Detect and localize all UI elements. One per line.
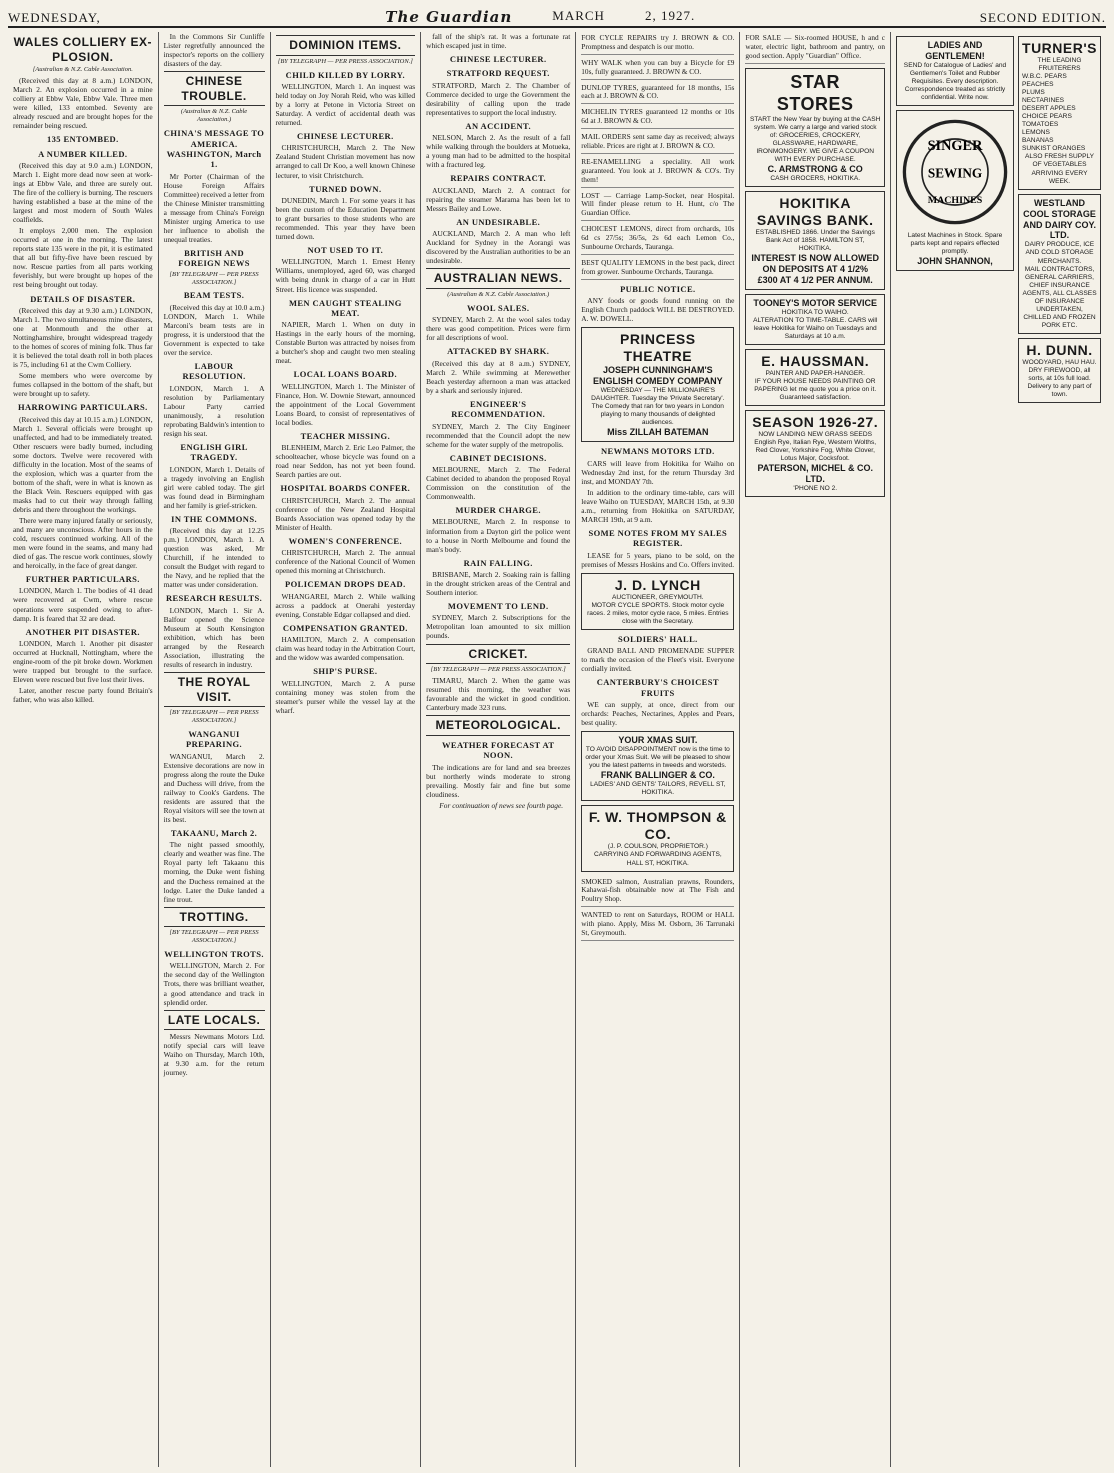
article-text: Later, another rescue party found Britain's father, who was also killed.	[13, 686, 153, 705]
turners-ad	[1018, 36, 1101, 190]
article-text: WELLINGTON, March 1. The Minister of Finance, Hon. W. Downie Stewart, announced the appointment of the Local Government Loans Board, to consist of representatives of local bodies.	[275, 381, 416, 427]
article-text: CHRISTCHURCH, March 2. The New Zealand Student Christian movement has now arranged to call Dr Koo, a well known Chinese lecturer, to visit Christchurch.	[275, 143, 416, 180]
haussman-ad	[745, 349, 885, 406]
article-text: (Received this day at 9.0 a.m.) LONDON, March 1. Eight more dead now seen at work-ings at Ebbw Vale, and three are surely out. The fire of the colliery is burning. The rescuers having established a base at the mine of the largest and most modern of South Wales coalfields.	[13, 161, 153, 225]
motor-text: In addition to the ordinary time-table, cars will leave Waiho on TUESDAY, MARCH 15th, at 9.30 a.m., returning from Hokitika on SATURDAY, MARCH 19th, at 9 a.m.	[581, 487, 735, 524]
article-text: BRISBANE, March 2. Soaking rain is falling in the drought stricken areas of the Central and Southern interior.	[426, 569, 571, 598]
subheading: TEACHER MISSING.	[300, 430, 391, 441]
article-text: Some members who were overcome by fumes collapsed in the bottom of the shaft, but were brought up to safety.	[13, 371, 153, 399]
subheading: AN UNDESIRABLE.	[456, 216, 541, 227]
carrier-name: F. W. THOMPSON & CO.	[588, 809, 727, 843]
theatre-body: WEDNESDAY — THE MILLIONAIRE'S DAUGHTER. Tuesday the 'Private Secretary'. The Comedy that ran for two years in London playing to many thousands of delighted audiences.	[591, 387, 725, 427]
dunn-ad	[1018, 338, 1101, 403]
subheading: TURNED DOWN.	[309, 183, 382, 194]
subheading: LABOUR RESOLUTION.	[182, 361, 246, 382]
suit-body: TO AVOID DISAPPOINTMENT now is the time to order your Xmas Suit. We will be pleased to show you the latest patterns in tweeds and worsteds.	[585, 746, 731, 770]
star-stores-title: STAR STORES	[776, 71, 854, 114]
classified-ad: LOST — Carriage Lamp-Socket, near Hospital. Will finder please return to H. Hunt, c/o The Guardian Office.	[581, 190, 734, 222]
headline: LATE LOCALS.	[164, 1010, 265, 1031]
subheading: ENGINEER'S RECOMMENDATION.	[451, 398, 546, 420]
article-text: DUNEDIN, March 1. For some years it has been the custom of the Education Department to grant bursaries to those students who are recommended. This year they have been turned down.	[275, 195, 416, 242]
subheading: TAKAANU, March 2.	[170, 828, 258, 839]
masthead-date: 2, 1927.	[644, 8, 696, 23]
article-text: BLENHEIM, March 2. Eric Leo Palmer, the schoolteacher, whose bicycle was found on a road near Seddon, has not yet been found. Search parties are out.	[275, 443, 416, 480]
theatre-title: PRINCESS THEATRE	[620, 331, 696, 365]
tooney-body: ALTERATION TO TIME-TABLE. CARS will leave Hokitika for Waiho on Tuesdays and Saturdays at 10 a.m.	[753, 316, 878, 340]
dunn-sub: WOODYARD, HAU HAU.	[1022, 358, 1097, 366]
subheading: AN ACCIDENT.	[465, 120, 531, 131]
fruit-item: W.B.C. PEARS	[1022, 73, 1067, 81]
classified-ad: MAIL ORDERS sent same day as received; always reliable. Prices are right at J. BROWN & CO.	[581, 131, 734, 154]
article-text: LONDON, March 1. Details of a tragedy involving an English girl were cabled today. The girl was found dead in Birmingham and her family is grief-stricken.	[163, 464, 265, 510]
bank-title: HOKITIKA SAVINGS BANK.	[756, 194, 874, 228]
fruit-item: SUNKIST ORANGES	[1022, 145, 1086, 153]
fruit-item: PEACHES	[1022, 81, 1054, 89]
fruit-list	[1022, 73, 1097, 153]
tailor-name: FRANK BALLINGER & CO.	[600, 770, 715, 781]
theatre-ad	[581, 327, 734, 442]
headline: WALES COLLIERY EX-PLOSION.	[13, 35, 152, 64]
bank-rate: £300 AT 4 1/2 PER ANNUM.	[757, 274, 873, 285]
dunn-body: DRY FIREWOOD, all sorts, at 10s full load. Delivery to any part of town.	[1027, 366, 1092, 398]
dateline: [BY TELEGRAPH — PER PRESS ASSOCIATION.]	[169, 929, 259, 945]
notice-heading: PUBLIC NOTICE.	[620, 283, 696, 294]
subheading: ATTACKED BY SHARK.	[447, 346, 550, 357]
article-text: NAPIER, March 1. When on duty in Hastings in the early hours of the morning, Constable Burton was attracted by noises from a butcher's shop and caught two men stealing meat.	[275, 320, 416, 366]
subheading: 135 ENTOMBED.	[46, 134, 119, 145]
article-text: In the Commons Sir Cunliffe Lister regretfully announced the inspector's reports on the colliery disasters of the day.	[163, 32, 265, 69]
subheading: CANTERBURY'S CHOICEST FRUITS	[596, 677, 719, 698]
classified-ad: WHY WALK when you can buy a Bicycle for £9 10s, fully guaranteed. J. BROWN & CO.	[581, 57, 734, 80]
lynch-ad	[581, 573, 734, 630]
classified-ad: WANTED to rent on Saturdays, ROOM or HALL with piano. Apply, Miss M. Osborn, 36 Tarrunaki St, Greymouth.	[581, 909, 734, 941]
article-text: STRATFORD, March 2. The Chamber of Commerce decided to urge the Government the desirability of calling upon the trade representatives to support the local industry.	[426, 80, 571, 117]
subheading: DETAILS OF DISASTER.	[30, 293, 136, 304]
article-text: NELSON, March 2. As the result of a fall while walking through the boulders at Motueka, a young man had to be admitted to the hospital with a fractured leg.	[426, 133, 571, 170]
singer-ad	[896, 110, 1014, 271]
subheading: POLICEMAN DROPS DEAD.	[285, 579, 406, 590]
haussman-title: E. HAUSSMAN.	[761, 353, 870, 370]
subheading: HARROWING PARTICULARS.	[17, 402, 148, 413]
subheading: SOLDIERS' HALL.	[617, 633, 698, 644]
article-text: (Received this day at 10.15 a.m.) LONDON, March 1. Several officials were brought up unaffected, and had to be immediately treated. Other rescuers were badly burned, including some doctors. Twelve were recovered with difficulty in the location. Most of the seams of the explosion, which was a quarter from the bottom of the shaft, were in what is known as the Black Vein. Rescuers equipped with gas masks had to cut their way through falling debris and there throughout the workings.	[13, 414, 153, 514]
singer-logo-icon	[900, 117, 1010, 227]
fruit-item: BANANAS	[1022, 137, 1054, 145]
subheading: MEN CAUGHT STEALING MEAT.	[288, 297, 402, 318]
bank-body: ESTABLISHED 1866. Under the Savings Bank Act of 1858. HAMILTON ST, HOKITIKA.	[755, 228, 875, 252]
subheading: WEATHER FORECAST AT NOON.	[441, 739, 555, 761]
turners-foot: ALSO FRESH SUPPLY OF VEGETABLES ARRIVING EVERY WEEK.	[1024, 153, 1095, 185]
star-stores-name: C. ARMSTRONG & CO	[767, 163, 863, 174]
season-list: English Rye, Italian Rye, Western Wolths, Red Clover, Yorkshire Fog, White Clover, Lotus Major, Cocksfoot.	[754, 439, 877, 463]
column-1	[8, 32, 159, 1467]
turners-title: TURNER'S	[1022, 40, 1098, 56]
masthead-title: The Guardian	[385, 8, 513, 26]
article-text: (Received this day at 8 a.m.) SYDNEY, March 2. While swimming at Merewether Beach yesterday afternoon a man was attacked by a shark and seriously injured.	[426, 358, 571, 395]
fruit-item: CHOICE PEARS	[1022, 113, 1072, 121]
classified-ad: FOR CYCLE REPAIRS try J. BROWN & CO. Promptness and despatch is our motto.	[581, 32, 734, 55]
article-text: WELLINGTON, March 2. For the second day of the Wellington Trots, there was brilliant weather, a good attendance and track in splendid order.	[163, 961, 265, 1007]
article-text: HAMILTON, March 2. A compensation claim was heard today in the Arbitration Court, and the widow was awarded compensation.	[275, 635, 416, 663]
ladies-title: LADIES AND GENTLEMEN!	[925, 40, 985, 61]
tailor-address: LADIES' AND GENTS' TAILORS, REVELL ST, HOKITIKA.	[590, 781, 726, 797]
subheading: COMPENSATION GRANTED.	[282, 622, 408, 633]
subheading: REPAIRS CONTRACT.	[450, 173, 547, 184]
haussman-sub: PAINTER AND PAPER-HANGER.	[765, 370, 865, 378]
classified-ad: CHOICEST LEMONS, direct from orchards, 10s 6d cs 27/5s; 36/5s, 2s 6d each Lemon Co., Sunbourne Orchards, Tauranga.	[581, 223, 734, 255]
motor-text: CARS will leave from Hokitika for Waiho on Wednesday 2nd inst, for the return Thursday 3rd inst, and MONDAY 7th.	[581, 458, 735, 486]
fruit-item: DESERT APPLES	[1022, 105, 1076, 113]
headline: DOMINION ITEMS.	[276, 35, 416, 56]
classified-ad: SMOKED salmon, Australian prawns, Rounders, Kahawai-fish obtainable now at The Fish and Poultry Shop.	[581, 876, 734, 908]
carrier-proprietor: (J. P. COULSON, PROPRIETOR.)	[607, 843, 708, 851]
paterson-name: PATERSON, MICHEL & CO. LTD.	[757, 463, 873, 485]
masthead-edition: SECOND EDITION.	[979, 10, 1106, 25]
singer-word-3: MACHINES	[927, 194, 983, 206]
article-text: LONDON, March 1. A resolution by Parliamentary Labour Party carried unanimously, a resolution reprobating Baldwin's intention to resign his seat.	[163, 383, 265, 438]
lynch-body: MOTOR CYCLE SPORTS. Stock motor cycle races. 2 miles, motor cycle race, 5 miles. Entries close with the Secretary.	[587, 601, 729, 625]
subheading: CHILD KILLED BY LORRY.	[285, 69, 405, 80]
column-6	[740, 32, 891, 1467]
article-text: (Received this day at 9.30 a.m.) LONDON, March 1. The two simultaneous mine disasters, one at Monmouth and the other at Nottinghamshire, brought widespread tragedy to the homes of scores of mining folk. Thus far it is believed the total death roll in both places is 75, including 61 at the Cwm Colliery.	[13, 305, 153, 370]
article-text: (Received this day at 8 a.m.) LONDON, March 2. An explosion occurred in a mine colliery at Ebbw Vale, Ebbw Vale. Three men were killed, 133 entombed. Seventy are already rescued and are brought hopes for the remainder being rescued.	[13, 76, 153, 131]
subheading: CHINA'S MESSAGE TO AMERICA. WASHINGTON, March 1.	[163, 128, 265, 170]
subheading: FURTHER PARTICULARS.	[25, 574, 140, 585]
turners-sub: THE LEADING FRUITERERS	[1037, 57, 1082, 73]
article-text: AUCKLAND, March 2. A contract for repairing the steamer Marama has been let to Messrs Bailey and Lowe.	[426, 185, 571, 213]
dateline: [BY TELEGRAPH — PER PRESS ASSOCIATION.]	[277, 57, 413, 65]
column-5	[576, 32, 740, 1467]
article-text: WELLINGTON, March 1. An inquest was held today on Joy Norah Reid, who was killed by a lorry at Petone in Victoria Street on Saturday. A verdict of accidental death was returned.	[275, 81, 416, 128]
headline: THE ROYAL VISIT.	[164, 672, 265, 707]
tooney-title: TOONEY'S MOTOR SERVICE	[753, 297, 878, 308]
article-text: WE can supply, at once, direct from our orchards: Peaches, Nectarines, Apples and Pears, best quality.	[581, 700, 735, 728]
subheading: CHINESE LECTURER.	[449, 54, 547, 65]
singer-agent: JOHN SHANNON,	[917, 256, 993, 267]
singer-word-2: SEWING	[927, 165, 983, 181]
classified-ad: MICHELIN TYRES guaranteed 12 months or 10s 6d at J. BROWN & CO.	[581, 106, 734, 129]
dateline: [BY TELEGRAPH — PER PRESS ASSOCIATION.]	[430, 666, 566, 674]
article-text: It employs 2,000 men. The explosion occurred at one in the morning. The latest reports state 135 were in the pit, it is estimated that all but fifty-five have been rescued by now. Rescue parties from all parts working feverishly, but were brought up hopes of the rest being brought out today.	[13, 226, 153, 290]
article-text: LONDON, March 1. Another pit disaster occurred at Hucknall, Nottingham, where the engine-room of the pit broke down. Workmen were trapped but brought to the surface. Eleven were rescued but five lost their lives.	[13, 638, 153, 685]
westland-ad	[1018, 194, 1101, 334]
dunn-title: H. DUNN.	[1026, 341, 1093, 358]
article-text: AUCKLAND, March 2. A man who left Auckland for Sydney in the Aorangi was discovered by the Australian authorities to be an undesirable.	[426, 229, 571, 266]
subheading: CHINESE LECTURER.	[297, 131, 394, 142]
subheading: CABINET DECISIONS.	[449, 452, 547, 463]
subheading: WOOL SALES.	[466, 302, 530, 313]
headline: CHINESE TROUBLE.	[164, 71, 265, 106]
subheading: MOVEMENT TO LEND.	[447, 601, 549, 612]
headline: CRICKET.	[426, 644, 570, 665]
subheading: WELLINGTON TROTS.	[164, 949, 264, 960]
subheading: RESEARCH RESULTS.	[165, 593, 263, 604]
column-7	[891, 32, 1106, 1467]
subheading: ENGLISH GIRL TRAGEDY.	[180, 441, 248, 463]
subheading: RAIN FALLING.	[463, 557, 533, 568]
tooney-sub: HOKITIKA TO WAIHO.	[781, 308, 849, 316]
tooney-ad	[745, 294, 885, 345]
headline: METEOROLOGICAL.	[426, 715, 570, 736]
dateline: [BY TELEGRAPH — PER PRESS ASSOCIATION.]	[169, 270, 259, 286]
season-sub: NOW LANDING NEW GRASS SEEDS	[758, 431, 872, 439]
singer-body: Latest Machines in Stock. Spare parts kept and repairs effected promptly.	[907, 232, 1003, 256]
subheading: SOME NOTES FROM MY SALES REGISTER.	[588, 527, 728, 549]
article-text: CHRISTCHURCH, March 2. The annual conference of the New Zealand Hospital Boards Association was opened today by the Minister of Health.	[275, 495, 416, 532]
lynch-title: J. D. LYNCH	[614, 576, 701, 593]
fruit-item: PLUMS	[1022, 89, 1045, 97]
article-text: fall of the ship's rat. It was a fortunate rat which escaped just in time.	[426, 32, 571, 51]
carrier-ad	[581, 805, 734, 871]
subheading: WANGANUI PREPARING.	[186, 729, 243, 750]
ladies-ad	[896, 36, 1014, 106]
top-ads-row	[896, 32, 1101, 407]
article-text: Mr Porter (Chairman of the House Foreign Affairs Committee) received a letter from the Chinese Minister transmitting a message from China's Foreign Minister urging America to use her influence to abolish the unequal treaties.	[163, 171, 265, 244]
tailor-ad	[581, 731, 734, 801]
ladies-body: SEND for Catalogue of Ladies' and Gentlemen's Toilet and Rubber Requisites. Every description. Correspondence treated as strictly confidential. Write now.	[903, 61, 1007, 102]
article-text: LONDON, March 1. Sir A. Balfour opened the Science Museum at South Kensington exhibition, which has been arranged by the Research Association, illustrating the results of research in industry.	[163, 605, 265, 669]
dateline: [BY TELEGRAPH — PER PRESS ASSOCIATION.]	[169, 709, 259, 725]
article-text: WHANGAREI, March 2. While walking across a paddock at Onerahi yesterday evening, Constable Edgar collapsed and died.	[275, 591, 416, 619]
subheading: LOCAL LOANS BOARD.	[293, 369, 397, 380]
westland-body: DAIRY PRODUCE, ICE AND COLD STORAGE MERCHANTS.	[1024, 241, 1095, 265]
notice-text: ANY foods or goods found running on the English Church paddock WILL BE DESTROYED. A. W. DOWELL.	[581, 296, 735, 324]
savings-bank-ad	[745, 191, 885, 290]
continuation-note: For continuation of news see fourth page.	[439, 800, 564, 810]
article-text: CHRISTCHURCH, March 2. The annual conference of the National Council of Women opened this morning at Christchurch.	[275, 548, 416, 576]
paterson-phone: 'PHONE NO 2.	[793, 485, 838, 493]
subheading: IN THE COMMONS.	[171, 513, 258, 524]
article-text: MELBOURNE, March 2. In response to information from a Dayton girl the police went to a house in North Melbourne and found the man's body.	[426, 517, 571, 554]
season-title: SEASON 1926-27.	[752, 414, 879, 431]
classified-ad: DUNLOP TYRES, guaranteed for 18 months, 15s each at J. BROWN & CO.	[581, 82, 734, 105]
article-text: LEASE for 5 years, piano to be sold, on the premises of Messrs Hoskins and Co. Offers invited.	[581, 550, 735, 569]
column-2	[159, 32, 271, 1467]
article-text: (Received this day at 10.0 a.m.) LONDON, March 1. While Marconi's beam tests are in progress, it is understood that the Government is expected to take over the service.	[163, 302, 265, 357]
fruit-item: LEMONS	[1022, 129, 1050, 137]
subheading: NOT USED TO IT.	[307, 245, 384, 256]
column-3	[271, 32, 422, 1467]
article-text: WELLINGTON, March 1. Ernest Henry Williams, unemployed, aged 60, was charged with being drunk in charge of a car in Hutt Street. His licence was suspended.	[275, 257, 416, 294]
article-text: SYDNEY, March 2. At the wool sales today there was good competition. Prices were firm for all descriptions of wool.	[426, 315, 571, 343]
article-text: The night passed smoothly, clearly and weather was fine. The Royal party left Takaanu this morning, the Duke went fishing and the Duchess remained at the lodge. Later the Duke landed a fine trout.	[163, 840, 265, 904]
masthead	[8, 4, 1106, 28]
mail-contractors: MAIL CONTRACTORS, GENERAL CARRIERS, CHIEF INSURANCE AGENTS, ALL CLASSES OF INSURANCE UNDERTAKEN, CHILLED AND FROZEN PORK ETC.	[1022, 265, 1097, 329]
bank-interest: INTEREST IS NOW ALLOWED ON DEPOSITS AT 4 1/2%	[751, 253, 880, 274]
article-text: WELLINGTON, March 2. A purse containing money was stolen from the steamer's purser while the vessel lay at the wharf.	[275, 678, 416, 715]
lynch-sub: AUCTIONEER, GREYMOUTH.	[612, 593, 704, 601]
fruit-item: NECTARINES	[1022, 97, 1065, 105]
haussman-body: IF YOUR HOUSE NEEDS PAINTING OR PAPERING let me quote you a price on it. Guaranteed satisfaction.	[754, 378, 877, 402]
article-text: There were many injured fatally or seriously, and many are unconscious. After hours in the cold, rescuers continued working. All of the men were found in the seams, and many had died of gas. The rescue work continues, slowly and heroically, in the face of great danger.	[13, 515, 153, 571]
classified-ad: BEST QUALITY LEMONS in the best pack, direct from grower. Sunbourne Orchards, Tauranga.	[581, 257, 734, 280]
subheading: HOSPITAL BOARDS CONFER.	[280, 483, 411, 494]
article-text: SYDNEY, March 2. The City Engineer recommended that the Council adopt the new scheme for the water supply of the metropolis.	[426, 421, 571, 449]
article-text: The indications are for land and sea breezes but northerly winds moderate to strong prevailing. Mostly fair and fine but some cloudiness.	[426, 762, 571, 799]
subheading: SHIP'S PURSE.	[313, 666, 378, 677]
headline: AUSTRALIAN NEWS.	[426, 268, 570, 289]
theatre-cast: Miss ZILLAH BATEMAN	[607, 427, 709, 438]
article-text: SYDNEY, March 2. Subscriptions for the Metropolitan loan amounted to six million pounds.	[426, 613, 571, 641]
article-text: (Received this day at 12.25 p.m.) LONDON, March 1. A question was asked, Mr Churchill, if he intended to consult the Budget with regard to the Navy, and he replied that the matter was under consideration.	[163, 526, 265, 590]
star-stores-ad	[745, 68, 885, 187]
subheading: ANOTHER PIT DISASTER.	[25, 626, 140, 637]
dateline: [Australian & N.Z. Cable Association.	[32, 66, 133, 74]
suit-heading: YOUR XMAS SUIT.	[618, 735, 698, 746]
seeds-ad	[745, 410, 885, 497]
masthead-month: MARCH	[552, 8, 605, 23]
masthead-day: WEDNESDAY,	[8, 10, 101, 25]
article-text: WANGANUI, March 2. Extensive decorations are now in progress along the route the Duke and Duchess will drive, from the railway to Cook's Gardens. The residents are assured that the Royal visitors will see the town at its best.	[163, 751, 265, 824]
classified-ad: FOR SALE — Six-roomed HOUSE, h and c water, electric light, bathroom and pantry, on good section. Apply "Guardian" Office.	[745, 32, 885, 64]
subheading: BEAM TESTS.	[183, 290, 245, 301]
classified-ad: RE-ENAMELLING a speciality. All work guaranteed. You look at J. BROWN & CO's. Try them!	[581, 156, 734, 188]
article-text: MELBOURNE, March 2. The Federal Cabinet decided to abandon the proposed Royal Commission on the constitution of the Commonwealth.	[426, 464, 571, 502]
article-text: Messrs Newmans Motors Ltd. notify special cars will leave Waiho on Thursday, March 10th, at 9.30 a.m. for the return journey.	[163, 1032, 265, 1078]
headline: TROTTING.	[164, 907, 265, 928]
headline: BRITISH AND FOREIGN NEWS	[178, 247, 250, 269]
star-stores-body: START the New Year by buying at the CASH system. We carry a large and varied stock of: GROCERIES, CROCKERY, GLASSWARE, HARDWARE, IRONMONGERY. WE GIVE A COUPON WITH EVERY PURCHASE.	[749, 115, 881, 163]
subheading: STRATFORD REQUEST.	[446, 68, 550, 79]
article-text: TIMARU, March 2. When the game was resumed this morning, the weather was favourable and the wicket in good condition. Canterbury made 323 runs.	[426, 676, 571, 713]
column-4	[421, 32, 576, 1467]
star-stores-sub: CASH GROCERS, HOKITIKA.	[770, 174, 861, 182]
subheading: MURDER CHARGE.	[455, 505, 541, 516]
article-text: GRAND BALL AND PROMENADE SUPPER to mark the occasion of the Fleet's visit. Everyone cordially invited.	[581, 646, 735, 674]
columns	[8, 32, 1106, 1467]
article-text: LONDON, March 1. The bodies of 41 dead were recovered at Cwm, where rescue operations were suspended owing to after-damp. It is feared that 32 are dead.	[13, 586, 153, 623]
dateline: (Australian & N.Z. Cable Association.)	[447, 290, 550, 298]
singer-word-1: SINGER	[927, 138, 983, 155]
subheading: A NUMBER KILLED.	[38, 148, 128, 159]
dateline: (Australian & N.Z. Cable Association.)	[180, 108, 248, 124]
carrier-body: CARRYING AND FORWARDING AGENTS, HALL ST, HOKITIKA.	[593, 851, 722, 867]
theatre-company: JOSEPH CUNNINGHAM'S ENGLISH COMEDY COMPANY	[592, 365, 723, 387]
westland-title: WESTLAND COOL STORAGE AND DAIRY COY. LTD.	[1023, 197, 1097, 241]
subheading: WOMEN'S CONFERENCE.	[288, 535, 403, 546]
motor-heading: NEWMANS MOTORS LTD.	[601, 446, 715, 457]
fruit-item: TOMATOES	[1022, 121, 1059, 129]
